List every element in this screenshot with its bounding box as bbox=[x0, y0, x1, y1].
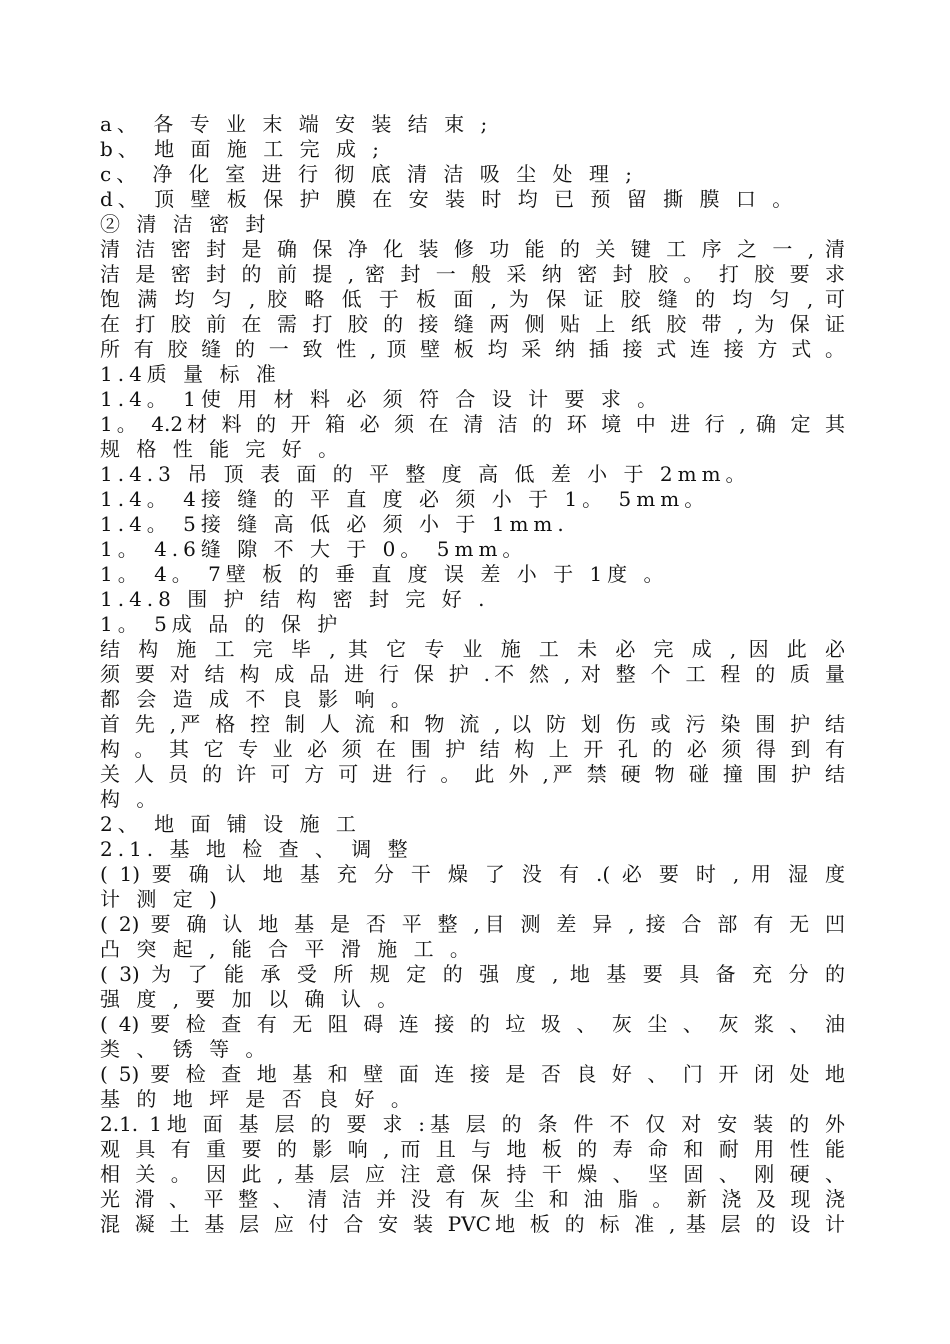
text-line: 计 测 定 ) bbox=[100, 887, 222, 911]
text-line: ( 4) 要 检 查 有 无 阻 碍 连 接 的 垃 圾 、 灰 尘 、 灰 浆 、 油 bbox=[100, 1012, 845, 1036]
text-line: 构 。 bbox=[100, 787, 162, 811]
text-line: ( 2) 要 确 认 地 基 是 否 平 整 ,目 测 差 异 , 接 合 部 有 无 凹 bbox=[100, 912, 845, 936]
text-line: 1.4。 1使 用 材 料 必 须 符 合 设 计 要 求 。 bbox=[100, 387, 663, 411]
text-line: 清 洁 密 封 是 确 保 净 化 装 修 功 能 的 关 键 工 序 之 一 , 清 bbox=[100, 237, 845, 261]
text-line: ( 5) 要 检 查 地 基 和 壁 面 连 接 是 否 良 好 、 门 开 闭 处 地 bbox=[100, 1062, 845, 1086]
text-line: 1.4.8 围 护 结 构 密 封 完 好 . bbox=[100, 587, 490, 611]
text-line: 1。 4.6缝 隙 不 大 于 0。 5mm。 bbox=[100, 537, 528, 561]
text-line: 观 具 有 重 要 的 影 响 , 而 且 与 地 板 的 寿 命 和 耐 用 性 能 bbox=[100, 1137, 845, 1161]
text-line: 1.4。 5接 缝 高 低 必 须 小 于 1mm. bbox=[100, 512, 569, 536]
text-line: 关 人 员 的 许 可 方 可 进 行 。 此 外 ,严 禁 硬 物 碰 撞 围 护 结 bbox=[100, 762, 845, 786]
text-line: a、 各 专 业 末 端 安 装 结 束 ; bbox=[100, 112, 493, 136]
text-line: d、 顶 壁 板 保 护 膜 在 安 装 时 均 已 预 留 撕 膜 口 。 bbox=[100, 187, 798, 211]
text-line: 凸 突 起 , 能 合 平 滑 施 工 。 bbox=[100, 937, 475, 961]
text-line: 强 度 , 要 加 以 确 认 。 bbox=[100, 987, 403, 1011]
text-line: ② 清 洁 密 封 bbox=[100, 212, 271, 236]
text-line: 构 。 其 它 专 业 必 须 在 围 护 结 构 上 开 孔 的 必 须 得 到 有 bbox=[100, 737, 845, 761]
text-line: 相 关 。 因 此 , 基 层 应 注 意 保 持 干 燥 、 坚 固 、 刚 硬 、 bbox=[100, 1162, 845, 1186]
text-line: 类 、 锈 等 。 bbox=[100, 1037, 271, 1061]
text-line: 1。 4.2材 料 的 开 箱 必 须 在 清 洁 的 环 境 中 进 行 , 确 定 其 bbox=[100, 412, 845, 436]
text-line: 2、 地 面 铺 设 施 工 bbox=[100, 812, 361, 836]
text-line: ( 3) 为 了 能 承 受 所 规 定 的 强 度 , 地 基 要 具 备 充 分 的 bbox=[100, 962, 845, 986]
text-line: 洁 是 密 封 的 前 提 , 密 封 一 般 采 纳 密 封 胶 。 打 胶 要 求 bbox=[100, 262, 845, 286]
text-line: 1.4.3 吊 顶 表 面 的 平 整 度 高 低 差 小 于 2mm。 bbox=[100, 462, 751, 486]
text-line: 结 构 施 工 完 毕 , 其 它 专 业 施 工 未 必 完 成 , 因 此 必 bbox=[100, 637, 845, 661]
document-page bbox=[100, 112, 845, 1237]
text-line: 所 有 胶 缝 的 一 致 性 , 顶 壁 板 均 采 纳 插 接 式 连 接 方 式 。 bbox=[100, 337, 845, 361]
text-line: c、 净 化 室 进 行 彻 底 清 洁 吸 尘 处 理 ; bbox=[100, 162, 637, 186]
text-line: ( 1) 要 确 认 地 基 充 分 干 燥 了 没 有 .( 必 要 时 , 用 湿 度 bbox=[100, 862, 845, 886]
text-line: 光 滑 、 平 整 、 清 洁 并 没 有 灰 尘 和 油 脂 。 新 浇 及 现 浇 bbox=[100, 1187, 845, 1211]
text-line: b、 地 面 施 工 完 成 ; bbox=[100, 137, 385, 161]
text-line: 1。 5成 品 的 保 护 bbox=[100, 612, 343, 636]
text-line: 2.1. 基 地 检 查 、 调 整 bbox=[100, 837, 413, 861]
text-line: 1。 4。 7壁 板 的 垂 直 度 误 差 小 于 1度 。 bbox=[100, 562, 669, 586]
text-line: 在 打 胶 前 在 需 打 胶 的 接 缝 两 侧 贴 上 纸 胶 带 , 为 保 证 bbox=[100, 312, 845, 336]
text-line: 1.4。 4接 缝 的 平 直 度 必 须 小 于 1。 5mm。 bbox=[100, 487, 710, 511]
text-line: 基 的 地 坪 是 否 良 好 。 bbox=[100, 1087, 416, 1111]
text-line: 都 会 造 成 不 良 影 响 。 bbox=[100, 687, 416, 711]
text-line: 1.4质 量 标 准 bbox=[100, 362, 281, 386]
text-line: 2.1. 1地 面 基 层 的 要 求 :基 层 的 条 件 不 仅 对 安 装 的 外 bbox=[100, 1112, 845, 1136]
text-line: 首 先 ,严 格 控 制 人 流 和 物 流 , 以 防 划 伤 或 污 染 围 护 结 bbox=[100, 712, 845, 736]
text-line: 须 要 对 结 构 成 品 进 行 保 护 .不 然 , 对 整 个 工 程 的 质 量 bbox=[100, 662, 845, 686]
text-line: 饱 满 均 匀 , 胶 略 低 于 板 面 , 为 保 证 胶 缝 的 均 匀 , 可 bbox=[100, 287, 845, 311]
text-line: 规 格 性 能 完 好 。 bbox=[100, 437, 344, 461]
text-line: 混 凝 土 基 层 应 付 合 安 装 PVC地 板 的 标 准 , 基 层 的 设 计 bbox=[100, 1212, 845, 1236]
